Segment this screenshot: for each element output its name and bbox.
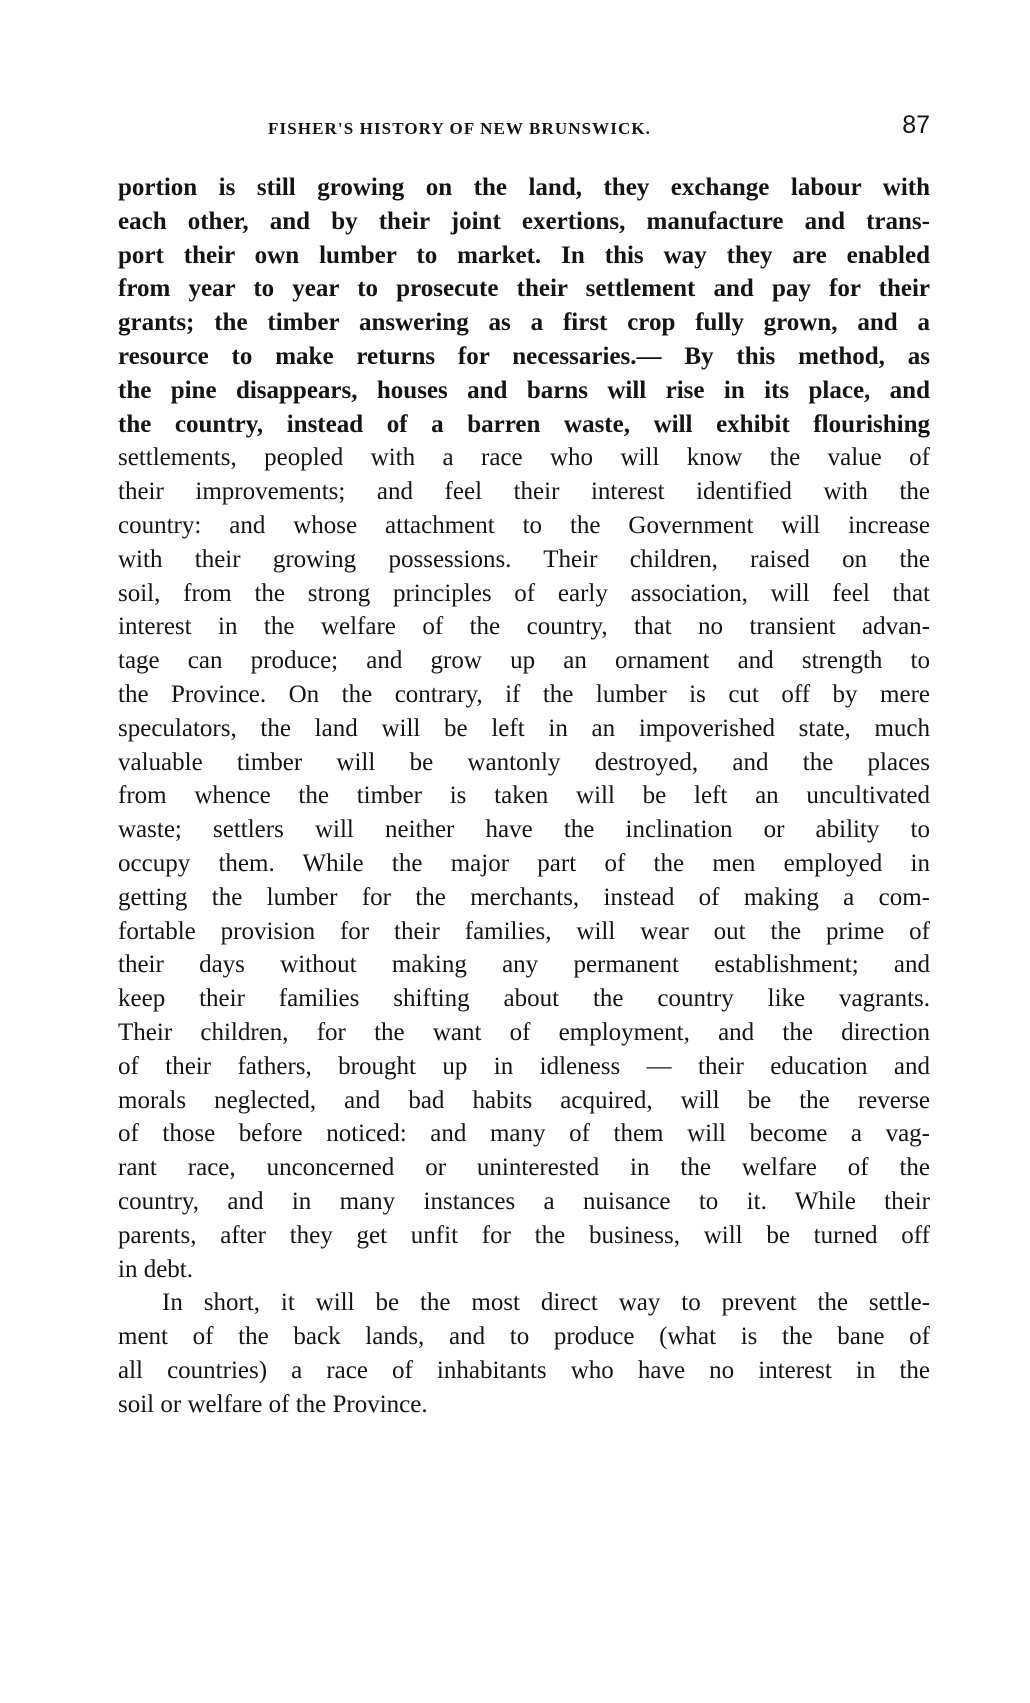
text-line: valuable timber will be wantonly destroyed, and the places [118, 748, 930, 776]
text-line: port their own lumber to market. In this way they are enabled [118, 241, 930, 269]
text-line: the Province. On the contrary, if the lumber is cut off by mere [118, 680, 930, 708]
text-line: country: and whose attachment to the Government will increase [118, 511, 930, 539]
text-line: occupy them. While the major part of the men employed in [118, 849, 930, 877]
text-line: fortable provision for their families, will wear out the prime of [118, 917, 930, 945]
text-line: portion is still growing on the land, they exchange labour with [118, 174, 930, 201]
text-line: waste; settlers will neither have the inclination or ability to [118, 816, 930, 844]
text-line: getting the lumber for the merchants, instead of making a com- [118, 883, 930, 911]
text-line: In short, it will be the most direct way to prevent the settle- [162, 1289, 930, 1317]
text-line: from whence the timber is taken will be left an uncultivated [118, 782, 930, 810]
text-line: parents, after they get unfit for the business, will be turned off [118, 1221, 930, 1249]
text-line: the pine disappears, houses and barns will rise in its place, and [118, 376, 930, 404]
text-line: morals neglected, and bad habits acquired, will be the reverse [118, 1086, 930, 1114]
text-line: settlements, peopled with a race who will know the value of [118, 444, 930, 472]
text-line: with their growing possessions. Their children, raised on the [118, 545, 930, 573]
text-line: all countries) a race of inhabitants who have no interest in the [118, 1356, 930, 1384]
text-line: each other, and by their joint exertions, manufacture and trans- [118, 207, 930, 235]
text-line: their improvements; and feel their interest identified with the [118, 478, 930, 506]
text-line: tage can produce; and grow up an ornament and strength to [118, 647, 930, 675]
text-line: soil, from the strong principles of early association, will feel that [118, 579, 930, 607]
text-line: of those before noticed: and many of them will become a vag- [118, 1120, 930, 1148]
text-line: keep their families shifting about the country like vagrants. [118, 985, 930, 1013]
text-line: interest in the welfare of the country, that no transient advan- [118, 613, 930, 641]
text-line: grants; the timber answering as a first crop fully grown, and a [118, 309, 930, 337]
running-title: FISHER'S HISTORY OF NEW BRUNSWICK. [268, 119, 652, 138]
text-line: soil or welfare of the Province. [118, 1390, 428, 1418]
paragraph-2 [118, 1286, 930, 1421]
text-line: in debt. [118, 1255, 193, 1283]
body-text [118, 171, 930, 1421]
text-line: from year to year to prosecute their settlement and pay for their [118, 275, 930, 303]
text-line: Their children, for the want of employment, and the direction [118, 1018, 930, 1046]
text-line: the country, instead of a barren waste, will exhibit flourishing [118, 410, 930, 438]
text-line: rant race, unconcerned or uninterested in the welfare of the [118, 1154, 930, 1182]
paragraph-1 [118, 171, 930, 1286]
text-line: resource to make returns for necessaries.— By this method, as [118, 342, 930, 370]
running-head [118, 111, 930, 143]
text-line: of their fathers, brought up in idleness — their education and [118, 1052, 930, 1080]
text-line: speculators, the land will be left in an impoverished state, much [118, 714, 930, 742]
text-line: their days without making any permanent establishment; and [118, 951, 930, 979]
text-line: ment of the back lands, and to produce (what is the bane of [118, 1323, 930, 1351]
page-number: 87 [902, 111, 930, 139]
text-line: country, and in many instances a nuisance to it. While their [118, 1187, 930, 1215]
